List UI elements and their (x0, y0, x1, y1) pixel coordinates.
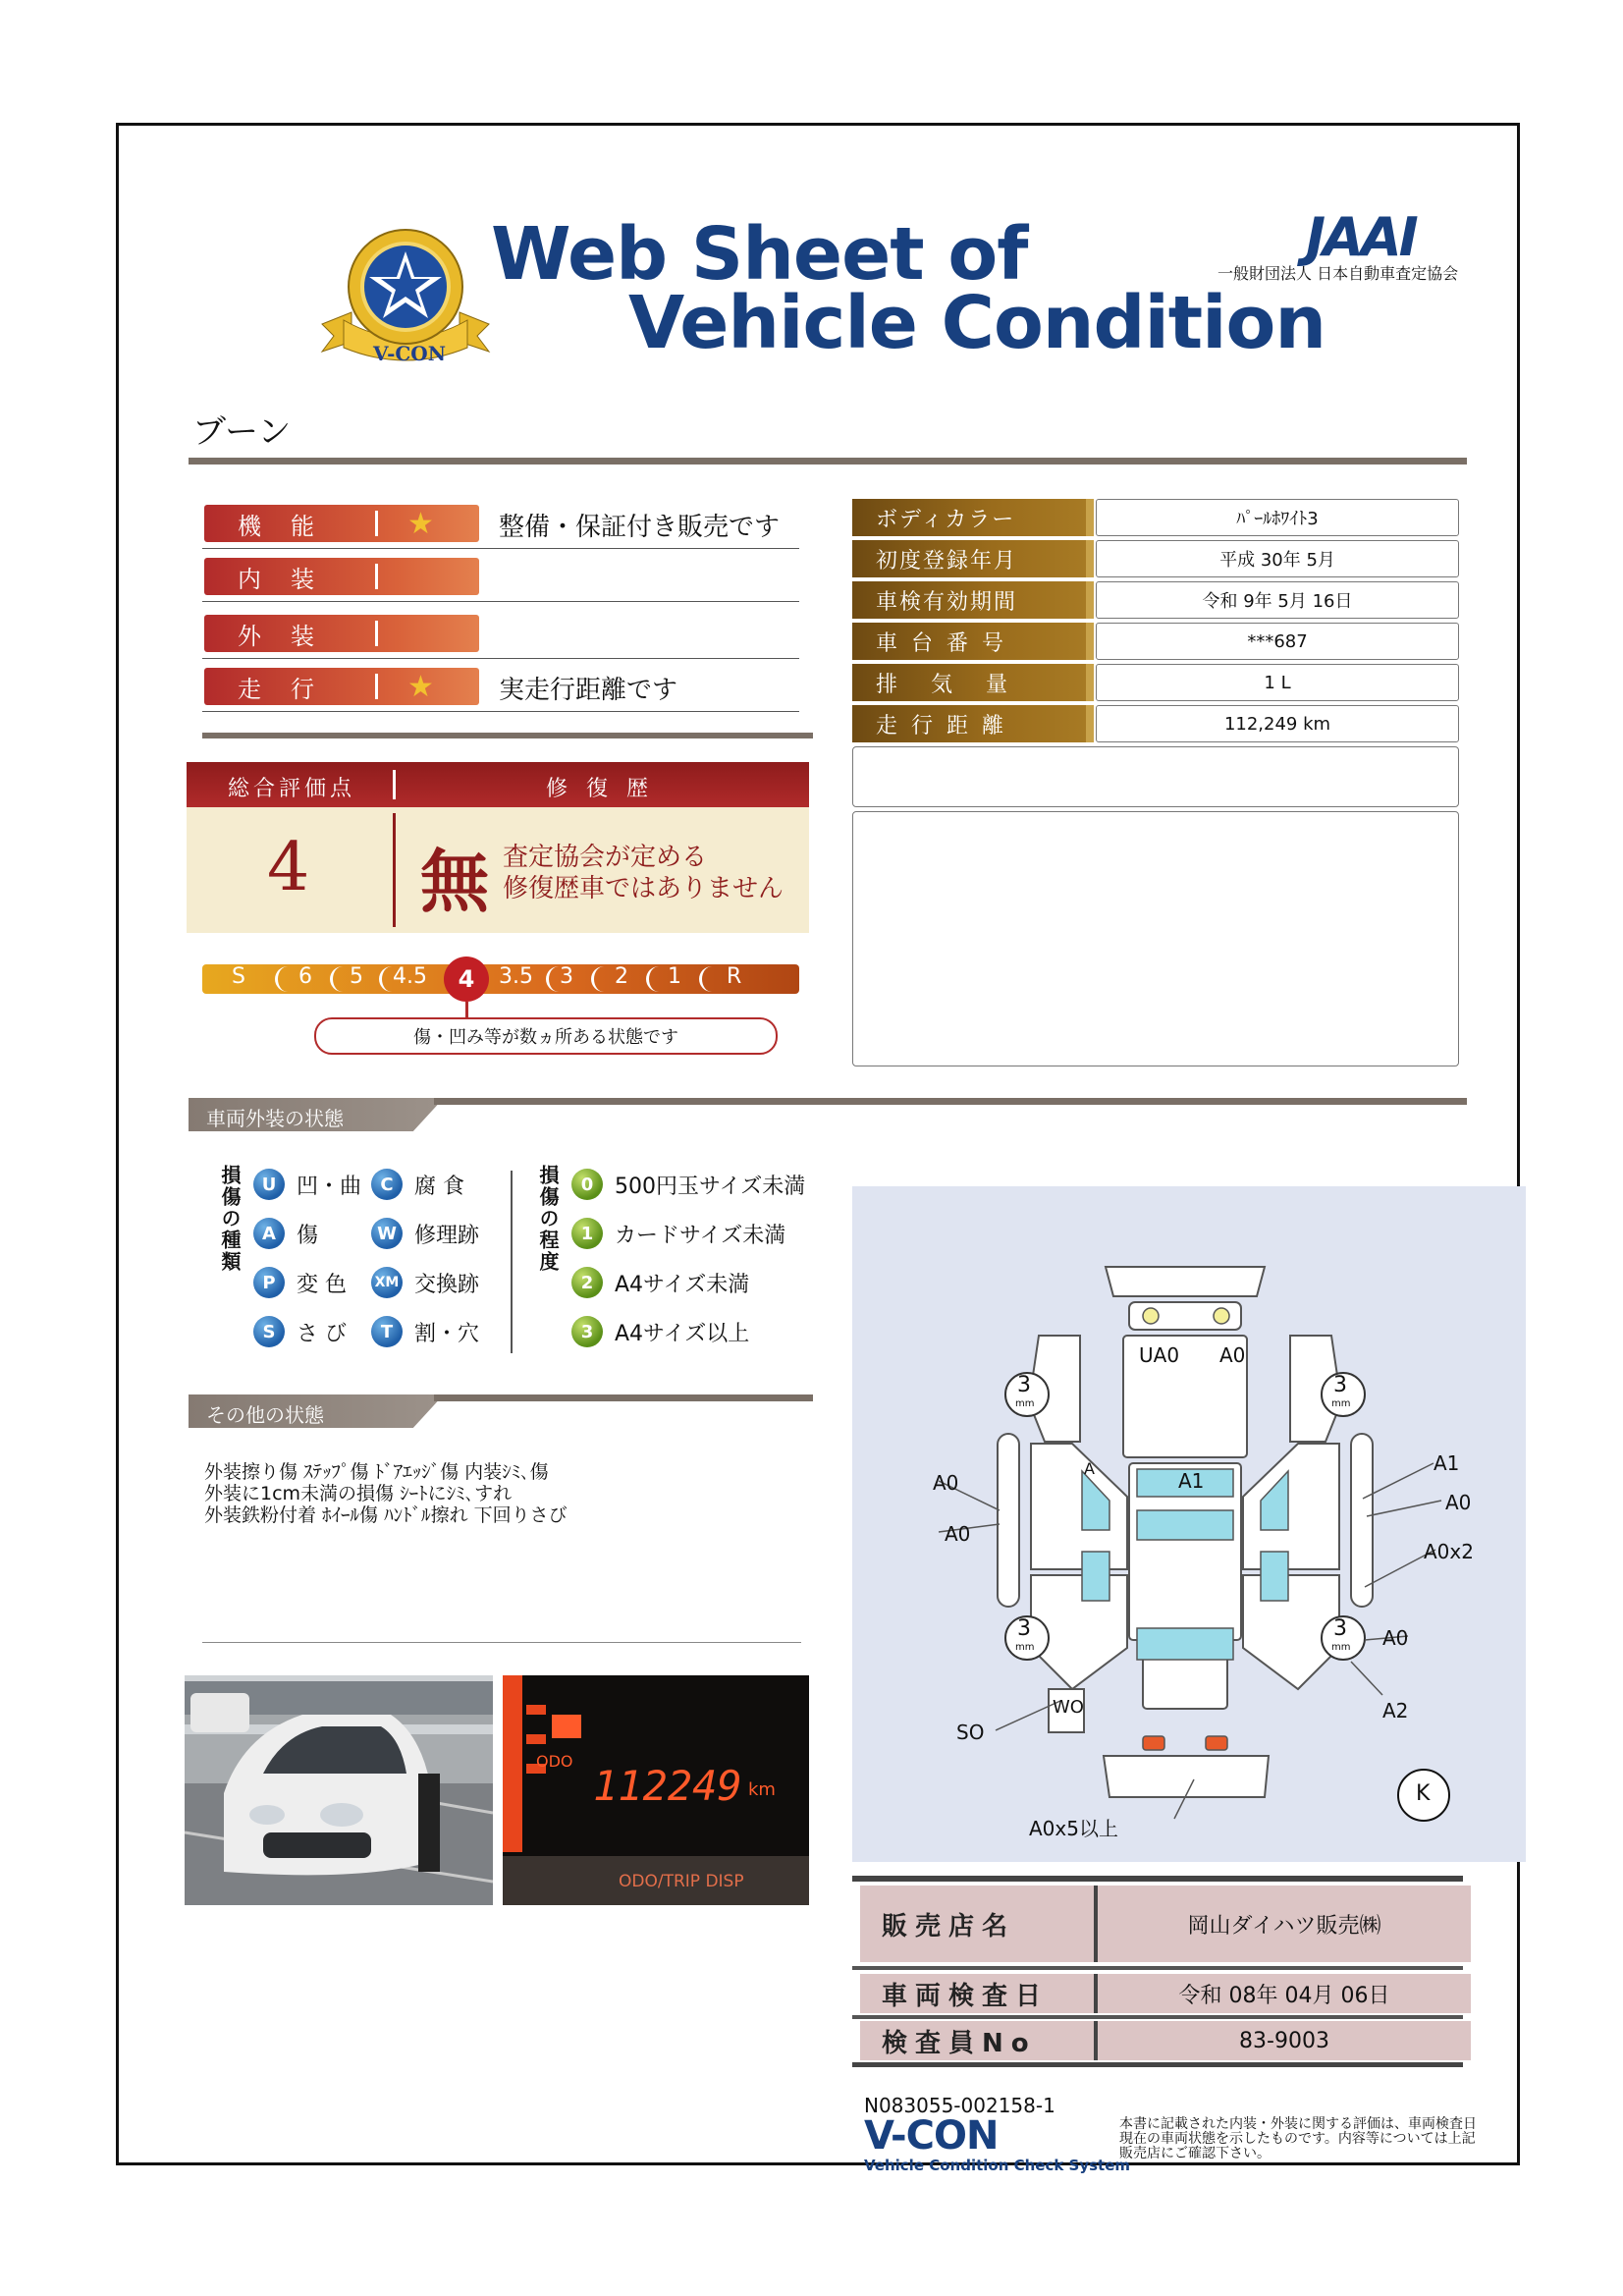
legend-p (253, 1267, 347, 1298)
type-code: P (253, 1267, 285, 1298)
tire-mark-rr (1333, 1616, 1347, 1641)
scale-4-5: 4.5 (393, 964, 427, 989)
spec-mileage (852, 705, 1457, 742)
degree-text: 500円玉サイズ未満 (615, 1174, 806, 1199)
vcon-emblem (312, 226, 499, 369)
type-code: A (253, 1218, 285, 1249)
tire-mark-fl (1017, 1373, 1031, 1397)
odometer-unit: km (748, 1779, 776, 1800)
score-description: 傷・凹み等が数ヵ所ある状態です (314, 1017, 778, 1055)
scale-pointer (465, 1002, 468, 1017)
star-icon: ★ (407, 669, 434, 704)
spec-key: 排気量 (852, 664, 1086, 701)
repair-text-line1: 査定協会が定める (503, 843, 708, 872)
exterior-section-title: 車両外装の状態 (206, 1107, 344, 1130)
tire-value: 3 (1017, 1373, 1031, 1397)
title-line1: Web Sheet of (491, 212, 1028, 297)
legend-xm (371, 1267, 479, 1298)
spec-value: ***687 (1096, 623, 1459, 660)
type-code: C (371, 1169, 403, 1200)
score-body (187, 807, 809, 933)
degree-code: 3 (571, 1316, 603, 1347)
rating-label: 内装 (238, 565, 344, 593)
rating-mileage (202, 660, 799, 712)
scale-2: 2 (615, 964, 628, 989)
legend-w (371, 1218, 479, 1249)
type-code: T (371, 1316, 403, 1347)
rating-function (202, 497, 799, 549)
other-line: 外装に1cm未満の損傷 ｼｰﾄにｼﾐ､すれ (204, 1483, 513, 1504)
rating-label: 走行 (238, 675, 344, 703)
legend-divider (511, 1171, 513, 1353)
scale-5: 5 (350, 964, 363, 989)
other-section-header (189, 1394, 813, 1428)
mark-left-2: A0 (945, 1522, 971, 1546)
mark-top-right: A0 (1219, 1343, 1246, 1367)
spec-key: 車検有効期間 (852, 581, 1086, 619)
degree-code: 0 (571, 1169, 603, 1200)
spec-value: ﾊﾟｰﾙﾎﾜｲﾄ3 (1096, 499, 1459, 536)
spec-chassis-number (852, 623, 1457, 660)
degree-text: A4サイズ未満 (615, 1272, 750, 1297)
rating-text: 整備・保証付き販売です (499, 513, 781, 542)
mark-rear-right: A2 (1382, 1699, 1409, 1722)
mark-rear-right-tire: A0 (1382, 1626, 1409, 1650)
type-text: さ び (297, 1321, 347, 1346)
degree-2 (571, 1267, 749, 1298)
spec-body-color (852, 499, 1457, 536)
degree-text: A4サイズ以上 (615, 1321, 750, 1346)
type-code: XM (371, 1267, 403, 1298)
scale-r: R (727, 964, 742, 989)
car-photo (185, 1675, 493, 1905)
other-line: 外装擦り傷 ｽﾃｯﾌﾟ傷 ﾄﾞｱｴｯｼﾞ傷 内装ｼﾐ､傷 (204, 1461, 549, 1483)
scale-current: 4 (444, 957, 489, 1002)
score-scale (202, 964, 799, 994)
dealer-shop-row (860, 1886, 1471, 1962)
score-header-label: 総合評価点 (228, 777, 356, 801)
damage-types-label: 損傷の種類 (218, 1165, 242, 1273)
jaai-logo: JAAI (1306, 206, 1416, 268)
vcon-brand: V-CON (864, 2113, 999, 2159)
type-text: 傷 (297, 1223, 319, 1248)
mark-top-left: UA0 (1139, 1343, 1180, 1367)
type-code: S (253, 1316, 285, 1347)
repair-mark: 無 (420, 841, 489, 922)
dealer-top-rule (852, 1876, 1463, 1882)
dealer-shop-value: 岡山ダイハツ販売㈱ (1187, 1913, 1381, 1939)
org-name: 一般財団法人 日本自動車査定協会 (1217, 264, 1459, 283)
spec-key: 走行距離 (852, 705, 1086, 742)
repair-header-label: 修 復 歴 (546, 777, 654, 801)
degree-text: カードサイズ未満 (615, 1223, 786, 1248)
damage-diagram (852, 1186, 1526, 1862)
star-icon: ★ (407, 506, 434, 541)
type-text: 腐 食 (414, 1174, 464, 1199)
tire-unit-rr: mm (1331, 1642, 1351, 1653)
spec-key: 車台番号 (852, 623, 1086, 660)
mark-bottom: A0x5以上 (1029, 1817, 1118, 1840)
rating-interior (202, 550, 799, 602)
tire-value: 3 (1333, 1373, 1347, 1397)
mark-roof: A1 (1178, 1469, 1205, 1493)
notes-box-2 (852, 811, 1459, 1066)
damage-degree-label: 損傷の程度 (536, 1165, 560, 1273)
spec-value: 1 L (1096, 664, 1459, 701)
type-text: 割・穴 (414, 1321, 480, 1346)
type-text: 変 色 (297, 1272, 347, 1297)
spec-key: ボディカラー (852, 499, 1086, 536)
dealer-inspector-row (860, 2021, 1471, 2060)
dealer-inspector-label: 検査員No (882, 2028, 1037, 2058)
score-header (187, 762, 809, 807)
tire-mark-fr (1333, 1373, 1347, 1397)
scale-6: 6 (298, 964, 312, 989)
tire-mark-rl (1017, 1616, 1031, 1641)
dealer-date-value: 令和 08年 04月 06日 (1178, 1983, 1390, 2008)
other-section-title: その他の状態 (206, 1403, 324, 1427)
vcon-brand-sub: Vehicle Condition Check System (864, 2157, 1131, 2174)
k-mark: K (1416, 1781, 1431, 1806)
legend-t (371, 1316, 479, 1347)
tire-value: 3 (1017, 1616, 1031, 1641)
mark-left-1: A0 (933, 1471, 959, 1495)
odometer-reading: 112249 (593, 1762, 742, 1810)
rating-label: 機能 (238, 512, 344, 540)
degree-1 (571, 1218, 785, 1249)
document-id: N083055-002158-1 (864, 2094, 1055, 2117)
spec-value: 112,249 km (1096, 705, 1459, 742)
type-text: 交換跡 (414, 1272, 480, 1297)
mark-rear-left: SO (956, 1721, 985, 1744)
scale-3-5: 3.5 (499, 964, 533, 989)
spec-inspection-valid (852, 581, 1457, 619)
rating-tag (204, 668, 479, 705)
rating-label: 外装 (238, 622, 344, 650)
rating-text: 実走行距離です (499, 676, 678, 705)
type-text: 修理跡 (414, 1223, 480, 1248)
emblem-text: V-CON (373, 342, 446, 365)
odometer-photo (503, 1675, 809, 1905)
mark-right-2: A0 (1445, 1491, 1472, 1514)
dealer-bottom-rule (852, 2062, 1463, 2067)
rating-tag (204, 558, 479, 595)
title-line2: Vehicle Condition (628, 281, 1326, 365)
scale-3: 3 (560, 964, 573, 989)
mark-rear-left-door: WO (1053, 1697, 1084, 1718)
legend-s (253, 1316, 347, 1347)
odo-label: ODO (536, 1752, 573, 1771)
degree-0 (571, 1169, 805, 1200)
tire-unit-rl: mm (1015, 1642, 1035, 1653)
rating-exterior (202, 607, 799, 659)
ratings-rule (202, 733, 813, 738)
other-rule (202, 1642, 801, 1643)
tire-unit-fr: mm (1331, 1398, 1351, 1409)
type-code: U (253, 1169, 285, 1200)
odo-trip-label: ODO/TRIP DISP (619, 1872, 744, 1891)
exterior-section-header (189, 1098, 1467, 1131)
dealer-rule-2 (852, 2015, 1463, 2019)
scale-1: 1 (668, 964, 681, 989)
other-conditions (204, 1461, 568, 1526)
spec-first-registration (852, 540, 1457, 577)
type-text: 凹・曲 (297, 1174, 362, 1199)
legend-a (253, 1218, 318, 1249)
degree-code: 1 (571, 1218, 603, 1249)
spec-value: 平成 30年 5月 (1096, 540, 1459, 577)
spec-displacement (852, 664, 1457, 701)
vehicle-model: ブーン (192, 412, 292, 452)
legend-u (253, 1169, 361, 1200)
dealer-inspector-value: 83-9003 (1239, 2028, 1329, 2053)
type-code: W (371, 1218, 403, 1249)
mark-right-1: A1 (1434, 1451, 1460, 1475)
rating-tag (204, 505, 479, 542)
mark-right-3: A0x2 (1424, 1540, 1474, 1563)
mark-pillar: A (1084, 1459, 1095, 1478)
disclaimer-note: 本書に記載された内装・外装に関する評価は、車両検査日現在の車両状態を示したものです。内容等については上記販売店にご確認下さい。 (1119, 2116, 1477, 2161)
repair-text-line2: 修復歴車ではありません (503, 874, 784, 903)
other-line: 外装鉄粉付着 ﾎｲｰﾙ傷 ﾊﾝﾄﾞﾙ擦れ 下回りさび (204, 1504, 568, 1526)
notes-box-1 (852, 746, 1459, 807)
rating-tag (204, 615, 479, 652)
legend-c (371, 1169, 464, 1200)
tire-unit-fl: mm (1015, 1398, 1035, 1409)
overall-score: 4 (267, 829, 310, 906)
header-rule (189, 458, 1467, 465)
tire-value: 3 (1333, 1616, 1347, 1641)
dealer-date-row (860, 1974, 1471, 2013)
spec-key: 初度登録年月 (852, 540, 1086, 577)
dealer-shop-label: 販売店名 (882, 1911, 1016, 1941)
dealer-date-label: 車両検査日 (882, 1981, 1050, 2011)
degree-3 (571, 1316, 749, 1347)
spec-value: 令和 9年 5月 16日 (1096, 581, 1459, 619)
dealer-rule-1 (852, 1966, 1463, 1970)
scale-s: S (232, 964, 245, 989)
degree-code: 2 (571, 1267, 603, 1298)
